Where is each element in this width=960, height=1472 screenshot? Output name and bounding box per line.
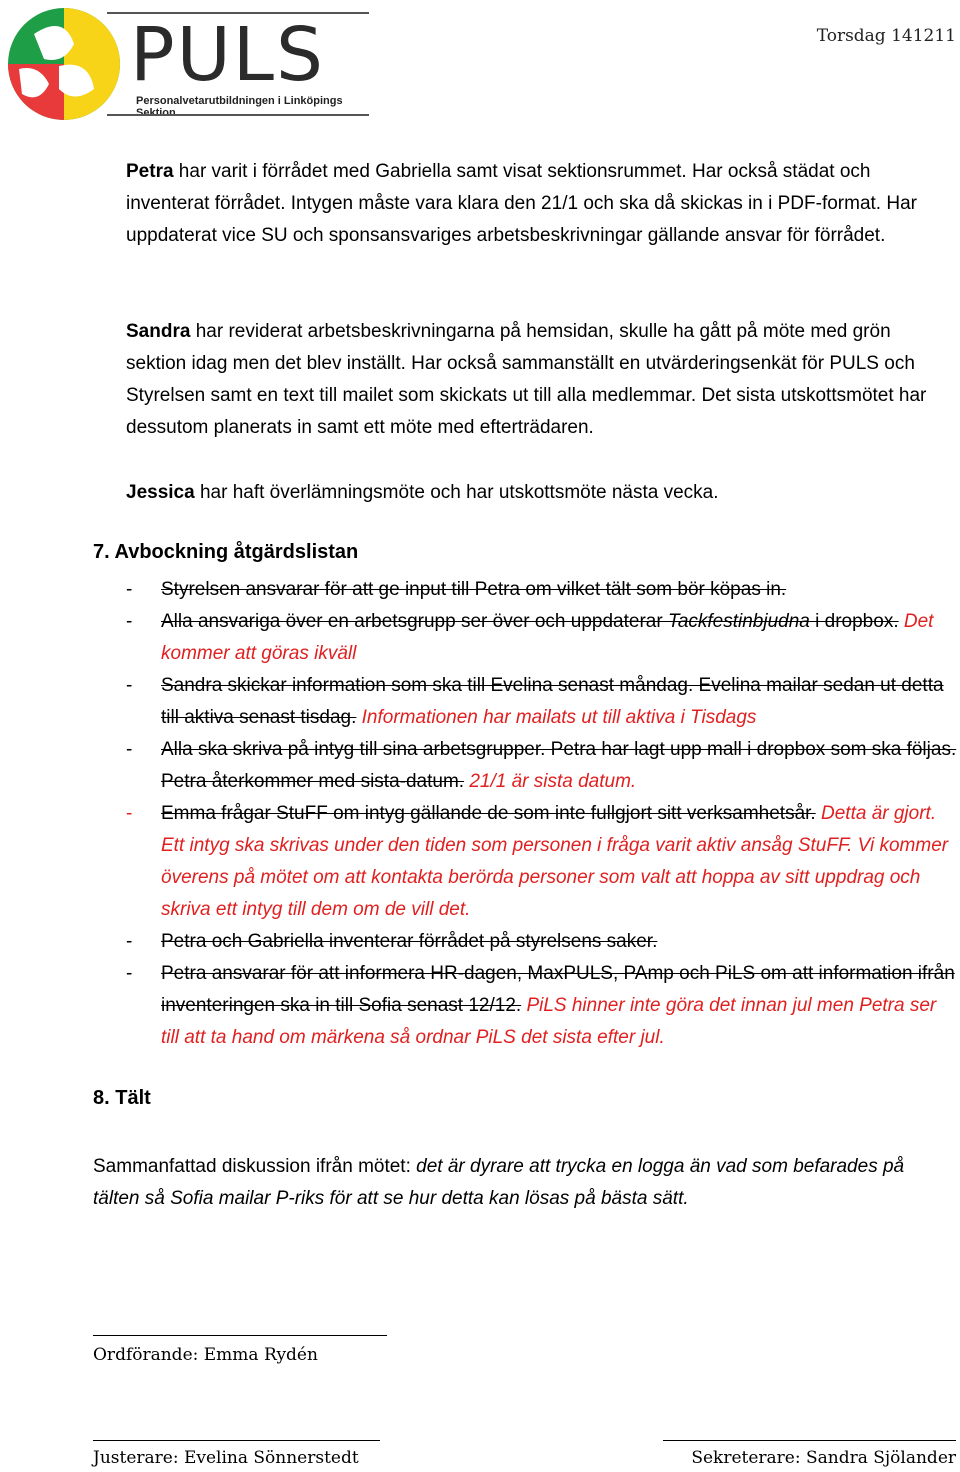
update-text: har haft överlämningsmöte och har utskottsmöte nästa vecka. [194, 482, 719, 503]
status-note: PiLS hinner inte göra det innan jul men Petra ser till att ta hand om märkena så ordnar PiLS det sista efter jul. [161, 995, 937, 1048]
list-item [126, 734, 958, 798]
struck-text: Styrelsen ansvarar för att ge input till Petra om vilket tält som bör köpas in. [161, 579, 787, 600]
status-note: Informationen har mailats ut till aktiva i Tisdags [356, 707, 757, 728]
struck-text: Petra ansvarar för att informera HR-dagen, MaxPULS, PAmp och PiLS om att information ifrån inventeringen ska in till Sofia senast 12/12. [161, 963, 955, 1016]
logo-subtitle: Personalvetarutbildningen i Linköpings Sektion [136, 95, 343, 119]
update-sandra [126, 316, 956, 444]
logo-bottom-rule [107, 114, 369, 116]
list-item [126, 574, 958, 606]
signature-line-chair [93, 1335, 387, 1336]
logo-text: PULS [130, 12, 325, 98]
struck-text: Sandra skickar information som ska till Evelina senast måndag. Evelina mailar sedan ut detta till aktiva senast tisdag. [161, 675, 944, 728]
signature-secretary: Sekreterare: Sandra Sjölander [691, 1448, 956, 1468]
update-text: har reviderat arbetsbeskrivningarna på hemsidan, skulle ha gått på möte med grön sektion idag men det blev inställt. Har också sammanställt en utvärderingsenkät för PULS och Styrelsen samt en text till mailet som skickats ut till alla medlemmar. Det sista utskottsmötet har dessutom planerats in samt ett möte med efterträdaren. [126, 321, 927, 438]
status-note: Det kommer att göras ikväll [161, 611, 934, 664]
signature-adjuster: Justerare: Evelina Sönnerstedt [93, 1448, 359, 1468]
struck-text: Alla ska skriva på intyg till sina arbetsgrupper. Petra har lagt upp mall i dropbox som ska följas. Petra återkommer med sista-datum. [161, 739, 957, 792]
list-item [126, 606, 958, 670]
update-petra [126, 156, 956, 252]
update-jessica [126, 477, 956, 509]
signature-chair: Ordförande: Emma Rydén [93, 1345, 318, 1365]
list-dash: - [126, 675, 133, 696]
list-item [126, 670, 958, 734]
list-item [126, 958, 958, 1054]
summary-label: Sammanfattad diskussion ifrån mötet: [93, 1156, 417, 1177]
summary-text: det är dyrare att trycka en logga än vad som befarades på tälten så Sofia mailar P-riks för att se hur detta kan lösas på bästa sätt. [93, 1156, 905, 1209]
struck-text: i dropbox. [809, 611, 899, 632]
member-name: Jessica [126, 482, 195, 503]
action-list [126, 574, 958, 1054]
struck-italic-text: Tackfestinbjudna [667, 611, 810, 632]
status-note: Detta är gjort. Ett intyg ska skrivas under den tiden som personen i fråga varit aktiv ansåg StuFF. Vi kommer överens på mötet om att kontakta berörda personer som valt att hoppa av sitt uppdrag och skriva ett intyg till dem om de vill det. [161, 803, 949, 920]
puls-logo-emblem [4, 4, 124, 124]
puls-logo [4, 4, 374, 124]
discussion-summary [93, 1151, 953, 1215]
signature-line-adjuster [93, 1440, 380, 1441]
member-name: Sandra [126, 321, 191, 342]
list-dash: - [126, 611, 133, 632]
list-dash: - [126, 963, 133, 984]
list-item [126, 926, 958, 958]
status-note: 21/1 är sista datum. [464, 771, 637, 792]
list-dash: - [126, 803, 133, 824]
list-dash: - [126, 579, 133, 600]
list-dash: - [126, 931, 133, 952]
member-name: Petra [126, 161, 174, 182]
struck-text: Petra och Gabriella inventerar förrådet på styrelsens saker. [161, 931, 658, 952]
section-heading-7: 7. Avbockning åtgärdslistan [93, 541, 359, 563]
list-item [126, 798, 958, 926]
struck-text: Emma frågar StuFF om intyg gällande de som inte fullgjort sitt verksamhetsår. [161, 803, 816, 824]
signature-line-secretary [663, 1440, 956, 1441]
section-heading-8: 8. Tält [93, 1087, 151, 1109]
struck-text: Alla ansvariga över en arbetsgrupp ser över och uppdaterar [161, 611, 668, 632]
list-dash: - [126, 739, 133, 760]
update-text: har varit i förrådet med Gabriella samt visat sektionsrummet. Har också städat och inventerat förrådet. Intygen måste vara klara den 21/1 och ska då skickas in i PDF-format. Har uppdaterat vice SU och sponsansvariges arbetsbeskrivningar gällande ansvar för förrådet. [126, 161, 917, 246]
meeting-date: Torsdag 141211 [816, 26, 956, 46]
